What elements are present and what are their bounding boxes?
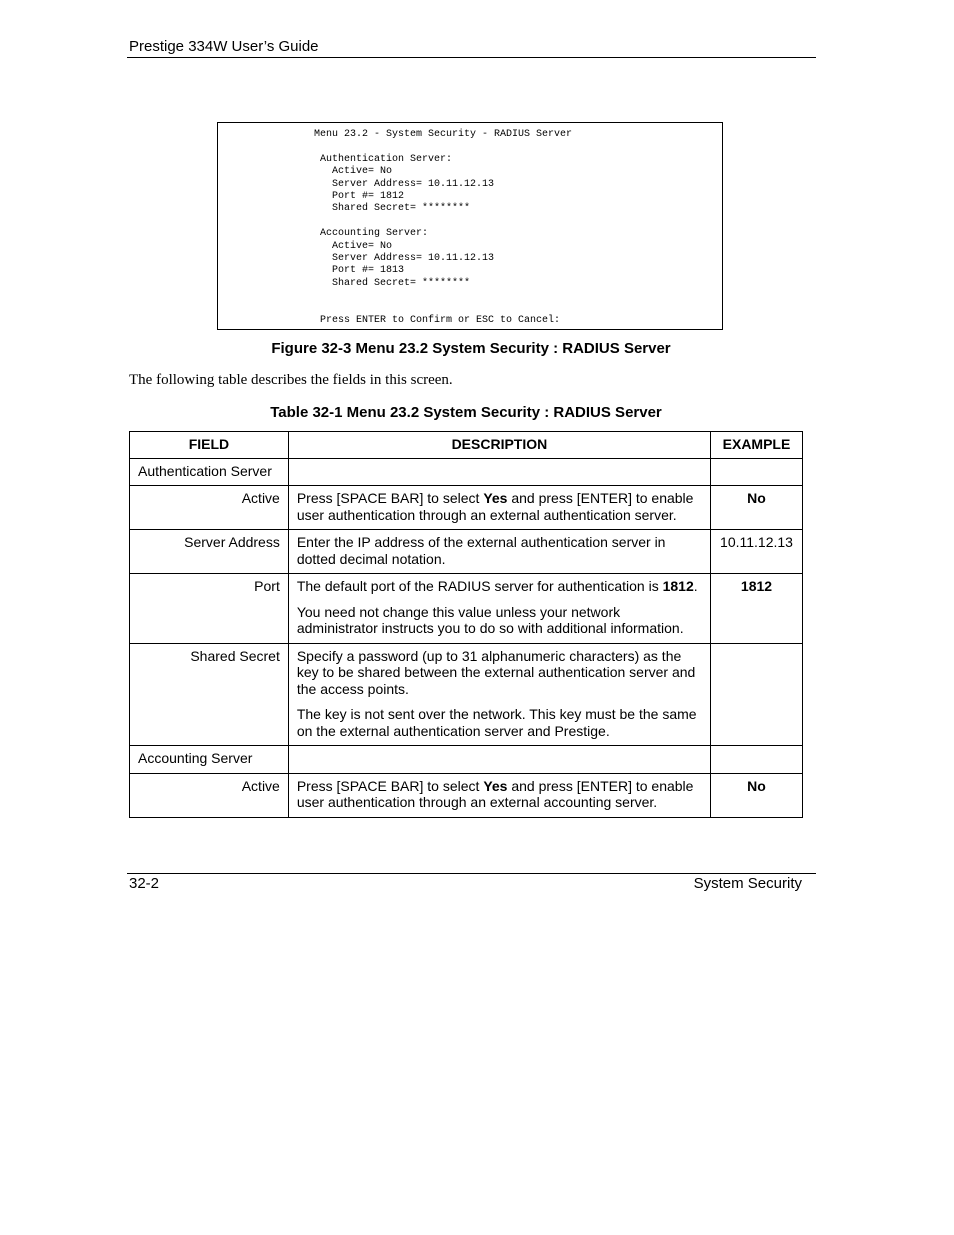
desc-paragraph <box>297 578 702 595</box>
example-cell: 1812 <box>710 574 802 644</box>
table-row <box>130 458 803 486</box>
desc-bold: Yes <box>483 490 508 506</box>
table-row <box>130 530 803 574</box>
desc-text: Press [SPACE BAR] to select <box>296 777 484 794</box>
desc-text: . <box>693 578 698 594</box>
description-cell <box>288 643 710 746</box>
table-row <box>130 773 803 817</box>
description-cell <box>288 486 710 530</box>
table-header-row <box>130 432 803 459</box>
example-cell: No <box>710 486 802 530</box>
header-rule <box>127 57 816 58</box>
desc-text: Press [SPACE BAR] to select <box>296 490 484 506</box>
page-header-title: Prestige 334W User’s Guide <box>129 38 319 55</box>
field-cell: Shared Secret <box>130 643 289 746</box>
fields-table <box>129 431 803 818</box>
desc-paragraph: You need not change this value unless your network administrator instructs you to do so with additional information. <box>296 603 684 636</box>
description-cell <box>288 574 710 644</box>
header-example: EXAMPLE <box>710 432 802 459</box>
footer-section-title: System Security <box>693 875 802 892</box>
footer-rule <box>127 873 816 874</box>
description-cell <box>288 746 710 774</box>
example-cell <box>710 746 802 774</box>
table-row <box>130 574 803 644</box>
field-cell: Port <box>130 574 289 644</box>
example-cell <box>710 643 802 746</box>
field-cell: Authentication Server <box>130 458 289 486</box>
desc-bold: Yes <box>483 777 508 794</box>
field-cell: Active <box>130 773 289 817</box>
desc-text: and press [ENTER] to enable user authentication through an external accounting server. <box>296 777 694 810</box>
desc-bold: 1812 <box>662 578 694 594</box>
intro-paragraph: The following table describes the fields in this screen. <box>129 372 453 388</box>
table-row <box>130 486 803 530</box>
table-row <box>130 746 803 774</box>
desc-text: The default port of the RADIUS server for authentication is <box>296 578 663 594</box>
figure-caption: Figure 32-3 Menu 23.2 System Security : RADIUS Server <box>271 340 671 357</box>
terminal-screen <box>217 122 723 330</box>
terminal-text: Menu 23.2 - System Security - RADIUS Server Authentication Server: Active= No Server Address= 10.11.12.13 Port #= 1812 Shared Secret= ******** Accounting Server: Active= No Server Address= 10.11.12.13 Port #= 1813 Shared Secret= ******** Press ENTER to Confirm or ESC to Cancel: <box>314 129 573 327</box>
example-cell: 10.11.12.13 <box>710 530 802 574</box>
field-cell: Server Address <box>130 530 289 574</box>
description-cell <box>288 458 710 486</box>
example-cell: No <box>710 773 802 817</box>
footer-page-number: 32-2 <box>129 875 160 892</box>
desc-text: and press [ENTER] to enable user authentication through an external authentication server. <box>296 490 694 523</box>
table-row <box>130 643 803 746</box>
desc-paragraph: The key is not sent over the network. This key must be the same on the external authentication server and Prestige. <box>296 706 697 739</box>
field-cell: Active <box>130 486 289 530</box>
description-cell: Enter the IP address of the external authentication server in dotted decimal notation. <box>288 530 710 574</box>
header-field: FIELD <box>130 432 289 459</box>
table-caption: Table 32-1 Menu 23.2 System Security : RADIUS Server <box>270 404 662 421</box>
field-cell: Accounting Server <box>130 746 289 774</box>
example-cell <box>710 458 802 486</box>
desc-paragraph: Specify a password (up to 31 alphanumeric characters) as the key to be shared between the external authentication server and the access points. <box>296 647 696 697</box>
description-cell <box>288 773 710 817</box>
header-description: DESCRIPTION <box>288 432 710 459</box>
